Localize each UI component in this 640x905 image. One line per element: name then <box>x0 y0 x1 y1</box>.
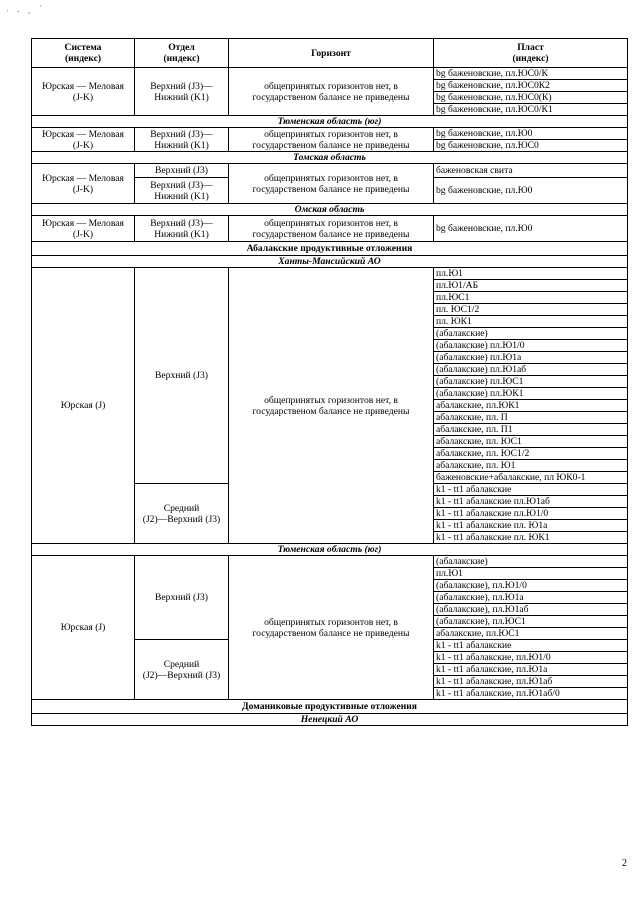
plast-cell: k1 - tt1 абалакские <box>434 484 628 496</box>
plast-cell: k1 - tt1 абалакские, пл.Ю1а <box>434 664 628 676</box>
plast-cell: пл.ЮС1 <box>434 292 628 304</box>
region-hmao: Ханты-Мансийский АО <box>32 256 628 268</box>
table-row <box>32 242 628 256</box>
plast-cell: bg баженовские, пл.ЮС0/К <box>434 68 628 80</box>
plast-cell: пл.Ю1/АБ <box>434 280 628 292</box>
table-row <box>32 164 628 178</box>
table-row <box>32 268 628 280</box>
plast-cell: bg баженовские, пл.ЮС0(К) <box>434 92 628 104</box>
system-cell: Юрская — Меловая (J-K) <box>32 68 135 116</box>
plast-cell: bg баженовские, пл.ЮС0/К1 <box>434 104 628 116</box>
plast-cell: (абалакские), пл.Ю1а <box>434 592 628 604</box>
department-cell: Средний (J2)—Верхний (J3) <box>135 640 229 700</box>
table-row <box>32 39 628 68</box>
table-row <box>32 204 628 216</box>
header-department: Отдел (индекс) <box>135 39 229 68</box>
plast-cell: k1 - tt1 абалакские пл. ЮК1 <box>434 532 628 544</box>
table-row <box>32 700 628 714</box>
plast-cell: баженовские+абалакские, пл ЮК0-1 <box>434 472 628 484</box>
plast-cell: bg баженовские, пл.Ю0 <box>434 128 628 140</box>
horizon-cell: общепринятых горизонтов нет, в государственом балансе не приведены <box>229 556 434 700</box>
plast-cell: пл.Ю1 <box>434 568 628 580</box>
plast-cell: bg баженовские, пл.Ю0 <box>434 216 628 242</box>
plast-cell: (абалакские) пл.Ю1а <box>434 352 628 364</box>
plast-cell: (абалакские), пл.Ю1/0 <box>434 580 628 592</box>
plast-cell: пл.Ю1 <box>434 268 628 280</box>
plast-cell: абалакские, пл. П1 <box>434 424 628 436</box>
table-row <box>32 556 628 568</box>
system-cell: Юрская — Меловая (J-K) <box>32 164 135 204</box>
table-row <box>32 116 628 128</box>
system-cell: Юрская (J) <box>32 268 135 544</box>
plast-cell: пл. ЮС1/2 <box>434 304 628 316</box>
plast-cell: bg баженовские, пл.ЮС0 <box>434 140 628 152</box>
table-row <box>32 544 628 556</box>
plast-cell: абалакские, пл.ЮК1 <box>434 400 628 412</box>
table-row <box>32 216 628 242</box>
section-title-abalak: Абалакские продуктивные отложения <box>32 242 628 256</box>
header-system: Система (индекс) <box>32 39 135 68</box>
plast-cell: k1 - tt1 абалакские, пл.Ю1аб/0 <box>434 688 628 700</box>
header-plast: Пласт (индекс) <box>434 39 628 68</box>
plast-cell: (абалакские), пл.ЮС1 <box>434 616 628 628</box>
plast-cell: абалакские, пл. ЮС1/2 <box>434 448 628 460</box>
region-tomsk: Томская область <box>32 152 628 164</box>
plast-cell: (абалакские) пл.Ю1аб <box>434 364 628 376</box>
horizon-cell: общепринятых горизонтов нет, в государственом балансе не приведены <box>229 128 434 152</box>
plast-cell: абалакские, пл. ЮС1 <box>434 436 628 448</box>
horizon-cell: общепринятых горизонтов нет, в государственом балансе не приведены <box>229 164 434 204</box>
plast-cell: абалакские, пл.ЮС1 <box>434 628 628 640</box>
plast-cell: k1 - tt1 абалакские пл. Ю1а <box>434 520 628 532</box>
page-number: 2 <box>622 858 627 869</box>
header-horizon: Горизонт <box>229 39 434 68</box>
region-nenets: Ненецкий АО <box>32 714 628 726</box>
table-row <box>32 68 628 80</box>
corner-marks: ˒ . ˏ ˊ <box>6 4 45 14</box>
table-row <box>32 152 628 164</box>
plast-cell: (абалакские) пл.ЮК1 <box>434 388 628 400</box>
system-cell: Юрская — Меловая (J-K) <box>32 128 135 152</box>
horizon-cell: общепринятых горизонтов нет, в государственом балансе не приведены <box>229 268 434 544</box>
region-omsk: Омская область <box>32 204 628 216</box>
system-cell: Юрская — Меловая (J-K) <box>32 216 135 242</box>
department-cell: Верхний (J3)— Нижний (K1) <box>135 68 229 116</box>
section-title-domanik: Доманиковые продуктивные отложения <box>32 700 628 714</box>
plast-cell: абалакские, пл. Ю1 <box>434 460 628 472</box>
plast-cell: (абалакские), пл.Ю1аб <box>434 604 628 616</box>
plast-cell: абалакские, пл. П <box>434 412 628 424</box>
reserves-table <box>31 38 628 726</box>
horizon-cell: общепринятых горизонтов нет, в государственом балансе не приведены <box>229 216 434 242</box>
plast-cell: (абалакские) пл.Ю1/0 <box>434 340 628 352</box>
table-row <box>32 714 628 726</box>
plast-cell: пл. ЮК1 <box>434 316 628 328</box>
department-cell: Верхний (J3)— Нижний (K1) <box>135 178 229 204</box>
plast-cell: bg баженовские, пл.ЮС0К2 <box>434 80 628 92</box>
department-cell: Верхний (J3) <box>135 268 229 484</box>
region-tyumen-2: Тюменская область (юг) <box>32 544 628 556</box>
department-cell: Верхний (J3) <box>135 164 229 178</box>
department-cell: Верхний (J3)— Нижний (K1) <box>135 216 229 242</box>
plast-cell: k1 - tt1 абалакские <box>434 640 628 652</box>
plast-cell: k1 - tt1 абалакские пл.Ю1/0 <box>434 508 628 520</box>
table-row <box>32 128 628 140</box>
plast-cell: (абалакские) пл.ЮС1 <box>434 376 628 388</box>
horizon-cell: общепринятых горизонтов нет, в государственом балансе не приведены <box>229 68 434 116</box>
plast-cell: k1 - tt1 абалакские пл.Ю1аб <box>434 496 628 508</box>
plast-cell: (абалакские) <box>434 328 628 340</box>
department-cell: Верхний (J3)— Нижний (K1) <box>135 128 229 152</box>
plast-cell: k1 - tt1 абалакские, пл.Ю1/0 <box>434 652 628 664</box>
department-cell: Средний (J2)—Верхний (J3) <box>135 484 229 544</box>
system-cell: Юрская (J) <box>32 556 135 700</box>
department-cell: Верхний (J3) <box>135 556 229 640</box>
plast-cell: баженовская свита <box>434 164 628 178</box>
plast-cell: (абалакские) <box>434 556 628 568</box>
table-row <box>32 256 628 268</box>
region-tyumen: Тюменская область (юг) <box>32 116 628 128</box>
plast-cell: k1 - tt1 абалакские, пл.Ю1аб <box>434 676 628 688</box>
plast-cell: bg баженовские, пл.Ю0 <box>434 178 628 204</box>
